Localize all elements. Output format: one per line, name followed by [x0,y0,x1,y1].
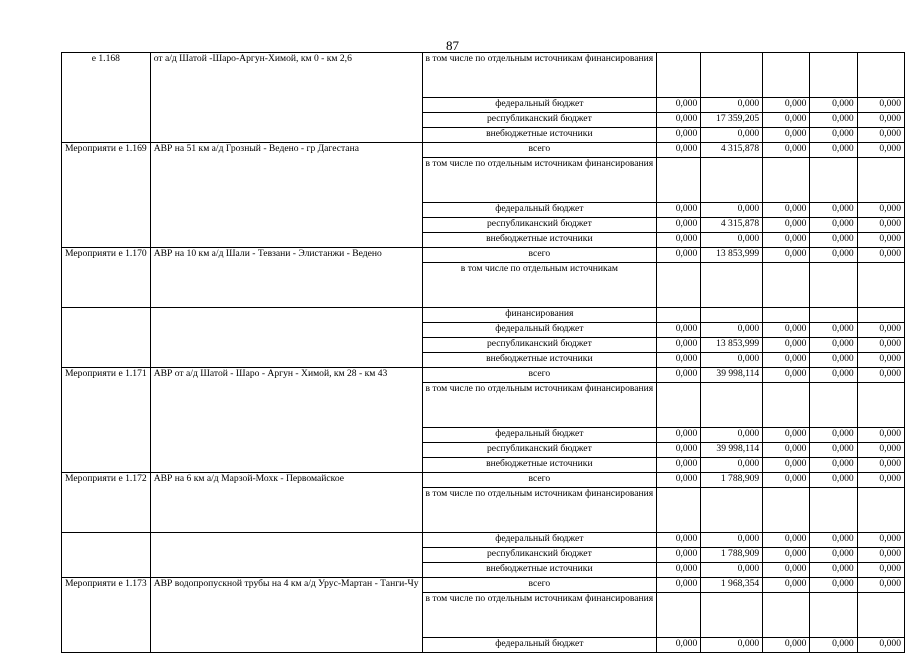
value-cell: 0,000 [701,533,763,548]
measure-id: Мероприяти е 1.173 [62,578,151,653]
value-cell: 0,000 [763,563,810,578]
value-cell: 0,000 [701,323,763,338]
value-cell [701,53,763,98]
value-cell: 0,000 [763,368,810,383]
value-cell: 0,000 [857,113,904,128]
value-cell [857,593,904,638]
value-cell [763,53,810,98]
value-cell [657,308,701,323]
value-cell [810,158,857,203]
value-cell: 0,000 [810,563,857,578]
value-cell [657,158,701,203]
value-cell: 0,000 [857,143,904,158]
value-cell: 0,000 [810,338,857,353]
value-cell: 39 998,114 [701,368,763,383]
value-cell [857,263,904,308]
value-cell: 0,000 [857,458,904,473]
funding-source: федеральный бюджет [422,98,657,113]
measure-id: Мероприяти е 1.169 [62,143,151,248]
value-cell: 0,000 [763,578,810,593]
funding-source: внебюджетные источники [422,353,657,368]
measure-id: Мероприяти е 1.170 [62,248,151,308]
value-cell: 0,000 [657,548,701,563]
value-cell: 0,000 [763,98,810,113]
value-cell: 0,000 [857,548,904,563]
value-cell: 0,000 [701,98,763,113]
funding-source: внебюджетные источники [422,563,657,578]
funding-source: в том числе по отдельным источникам финансирования [422,488,657,533]
value-cell: 0,000 [857,203,904,218]
value-cell: 0,000 [763,143,810,158]
value-cell: 0,000 [763,353,810,368]
funding-source: в том числе по отдельным источникам финансирования [422,53,657,98]
value-cell: 0,000 [657,248,701,263]
value-cell: 0,000 [763,113,810,128]
value-cell [810,488,857,533]
value-cell: 0,000 [857,443,904,458]
funding-source: всего [422,368,657,383]
value-cell: 0,000 [857,98,904,113]
measure-name-cont [150,533,422,578]
funding-source: в том числе по отдельным источникам [422,263,657,308]
value-cell: 0,000 [657,98,701,113]
table-row [62,578,905,593]
value-cell: 0,000 [810,218,857,233]
value-cell: 0,000 [763,233,810,248]
value-cell [657,263,701,308]
funding-source: в том числе по отдельным источникам финансирования [422,158,657,203]
value-cell [657,593,701,638]
value-cell: 0,000 [857,533,904,548]
value-cell: 0,000 [657,128,701,143]
value-cell [701,308,763,323]
value-cell: 0,000 [657,443,701,458]
funding-source: федеральный бюджет [422,203,657,218]
funding-source: республиканский бюджет [422,548,657,563]
value-cell: 0,000 [857,353,904,368]
funding-source: всего [422,248,657,263]
value-cell [763,383,810,428]
measure-id: Мероприяти е 1.171 [62,368,151,473]
funding-source: федеральный бюджет [422,323,657,338]
value-cell [657,383,701,428]
value-cell: 0,000 [810,98,857,113]
value-cell: 0,000 [857,218,904,233]
table-row [62,308,905,323]
funding-source: федеральный бюджет [422,638,657,653]
table-row [62,143,905,158]
measure-name: АВР водопропускной трубы на 4 км а/д Урус-Мартан - Танги-Чу [150,578,422,653]
value-cell [857,158,904,203]
funding-source: республиканский бюджет [422,443,657,458]
funding-source: внебюджетные источники [422,128,657,143]
value-cell [701,263,763,308]
value-cell [701,383,763,428]
value-cell [810,383,857,428]
measure-name: АВР от а/д Шатой - Шаро - Аргун - Химой, км 28 - км 43 [150,368,422,473]
value-cell: 0,000 [857,128,904,143]
value-cell: 0,000 [657,458,701,473]
value-cell: 0,000 [701,428,763,443]
value-cell: 0,000 [810,368,857,383]
value-cell: 4 315,878 [701,143,763,158]
value-cell: 0,000 [810,353,857,368]
value-cell: 4 315,878 [701,218,763,233]
value-cell: 0,000 [657,338,701,353]
table-row [62,473,905,488]
value-cell: 0,000 [763,473,810,488]
value-cell: 0,000 [857,338,904,353]
value-cell [657,488,701,533]
funding-source: республиканский бюджет [422,338,657,353]
value-cell: 0,000 [701,233,763,248]
value-cell: 0,000 [763,218,810,233]
value-cell [657,53,701,98]
value-cell: 0,000 [763,338,810,353]
value-cell: 0,000 [857,233,904,248]
measure-name-cont [150,308,422,368]
funding-source: федеральный бюджет [422,428,657,443]
value-cell [701,158,763,203]
measure-id: е 1.168 [62,53,151,143]
value-cell: 0,000 [810,323,857,338]
page-number: 87 [446,38,459,53]
value-cell: 0,000 [857,473,904,488]
value-cell: 0,000 [763,458,810,473]
value-cell: 0,000 [857,638,904,653]
value-cell: 0,000 [810,578,857,593]
value-cell: 0,000 [810,203,857,218]
value-cell: 0,000 [810,548,857,563]
value-cell: 0,000 [810,428,857,443]
value-cell: 0,000 [810,533,857,548]
value-cell: 0,000 [810,443,857,458]
value-cell: 0,000 [857,248,904,263]
value-cell: 0,000 [810,638,857,653]
value-cell: 0,000 [701,203,763,218]
funding-source: внебюджетные источники [422,233,657,248]
value-cell [810,593,857,638]
measure-id-cont [62,308,151,368]
value-cell: 0,000 [810,113,857,128]
measure-name: АВР на 10 км а/д Шали - Тевзани - Элистанжи - Ведено [150,248,422,308]
value-cell: 0,000 [657,638,701,653]
value-cell: 1 788,909 [701,473,763,488]
value-cell: 0,000 [857,323,904,338]
budget-table-body [62,53,905,653]
value-cell: 0,000 [763,638,810,653]
measure-name: от а/д Шатой -Шаро-Аргун-Химой, км 0 - км 2,6 [150,53,422,143]
table-row [62,53,905,98]
value-cell: 0,000 [857,368,904,383]
funding-source: всего [422,473,657,488]
value-cell: 0,000 [657,563,701,578]
value-cell [701,488,763,533]
value-cell: 0,000 [701,353,763,368]
value-cell: 0,000 [657,578,701,593]
value-cell [857,383,904,428]
value-cell [763,158,810,203]
funding-source: в том числе по отдельным источникам финансирования [422,383,657,428]
value-cell: 13 853,999 [701,338,763,353]
value-cell: 17 359,205 [701,113,763,128]
funding-source: республиканский бюджет [422,113,657,128]
value-cell: 0,000 [810,248,857,263]
value-cell: 0,000 [657,233,701,248]
value-cell: 0,000 [657,368,701,383]
value-cell: 39 998,114 [701,443,763,458]
value-cell: 0,000 [763,443,810,458]
value-cell: 0,000 [763,533,810,548]
value-cell: 0,000 [657,533,701,548]
value-cell: 1 968,354 [701,578,763,593]
value-cell: 0,000 [810,128,857,143]
value-cell [810,263,857,308]
value-cell: 13 853,999 [701,248,763,263]
value-cell: 0,000 [857,578,904,593]
value-cell: 0,000 [657,113,701,128]
value-cell [810,53,857,98]
value-cell [701,593,763,638]
funding-source: внебюджетные источники [422,458,657,473]
value-cell [763,308,810,323]
value-cell [763,263,810,308]
value-cell [763,488,810,533]
value-cell [763,593,810,638]
value-cell: 0,000 [763,548,810,563]
value-cell: 0,000 [810,233,857,248]
value-cell: 1 788,909 [701,548,763,563]
value-cell [810,308,857,323]
measure-name: АВР на 51 км а/д Грозный - Ведено - гр Дагестана [150,143,422,248]
value-cell: 0,000 [810,473,857,488]
value-cell: 0,000 [763,428,810,443]
value-cell: 0,000 [763,203,810,218]
measure-id-cont [62,533,151,578]
value-cell: 0,000 [701,638,763,653]
table-row [62,368,905,383]
value-cell: 0,000 [810,458,857,473]
value-cell: 0,000 [810,143,857,158]
table-row [62,248,905,263]
value-cell [857,53,904,98]
table-row [62,533,905,548]
funding-source: в том числе по отдельным источникам финансирования [422,593,657,638]
value-cell: 0,000 [701,128,763,143]
value-cell [857,488,904,533]
value-cell: 0,000 [657,353,701,368]
value-cell: 0,000 [657,473,701,488]
value-cell: 0,000 [763,248,810,263]
funding-source: финансирования [422,308,657,323]
measure-name: АВР на 6 км а/д Марзой-Мохк - Первомайское [150,473,422,533]
funding-source: всего [422,143,657,158]
value-cell [857,308,904,323]
value-cell: 0,000 [763,323,810,338]
budget-table [61,52,905,653]
value-cell: 0,000 [701,458,763,473]
measure-id: Мероприяти е 1.172 [62,473,151,533]
value-cell: 0,000 [701,563,763,578]
value-cell: 0,000 [657,143,701,158]
value-cell: 0,000 [857,428,904,443]
funding-source: республиканский бюджет [422,218,657,233]
value-cell: 0,000 [657,203,701,218]
value-cell: 0,000 [657,218,701,233]
funding-source: федеральный бюджет [422,533,657,548]
value-cell: 0,000 [657,323,701,338]
value-cell: 0,000 [857,563,904,578]
value-cell: 0,000 [763,128,810,143]
funding-source: всего [422,578,657,593]
value-cell: 0,000 [657,428,701,443]
